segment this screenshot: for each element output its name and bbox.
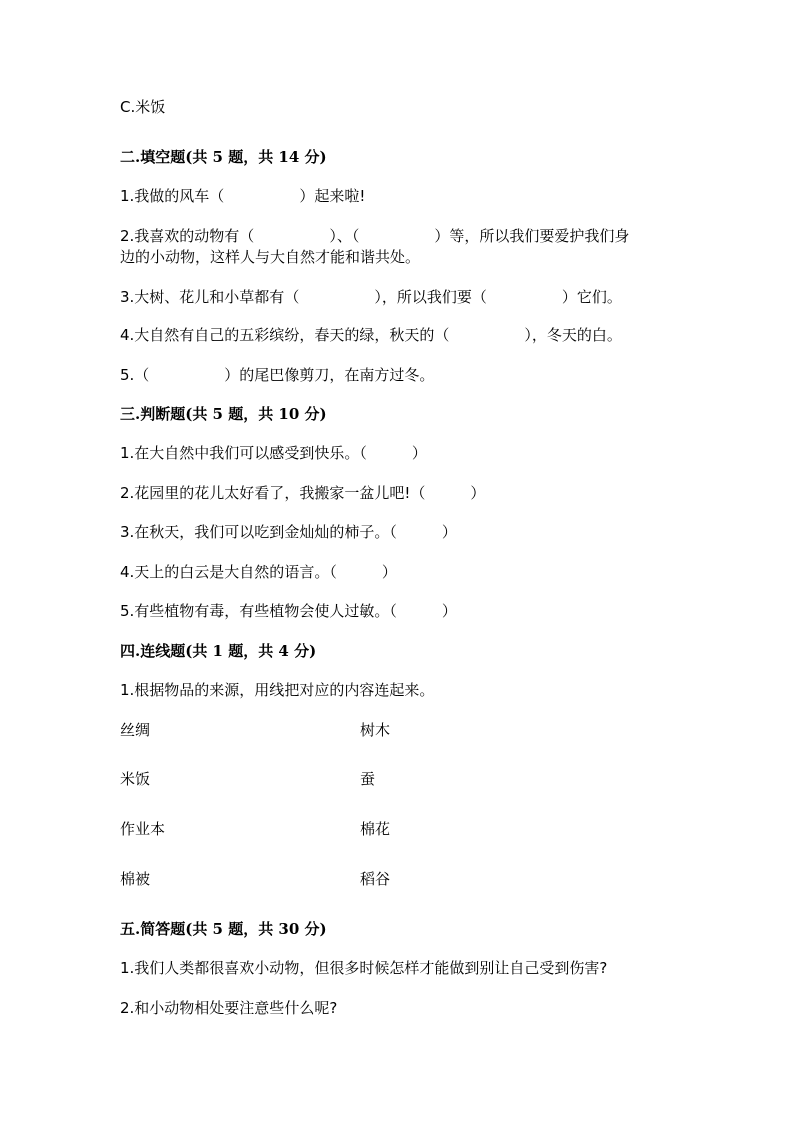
short-answer-question-2: 2.和小动物相处要注意些什么呢? [120,999,338,1017]
true-false-question-2: 2.花园里的花儿太好看了，我搬家一盆儿吧!（ ） [120,484,486,502]
matching-left-item: 作业本 [120,820,166,838]
section-heading-matching: 四.连线题(共 1 题，共 4 分) [120,642,317,660]
matching-question-1: 1.根据物品的来源，用线把对应的内容连起来。 [120,681,435,699]
matching-right-item: 稻谷 [360,870,391,888]
fill-blank-question-2-line-1: 2.我喜欢的动物有（ ）、（ ）等，所以我们要爱护我们身 [120,227,630,245]
fill-blank-question-4: 4.大自然有自己的五彩缤纷，春天的绿，秋天的（ ），冬天的白。 [120,326,622,344]
section-heading-short-answer: 五.简答题(共 5 题，共 30 分) [120,920,327,938]
fill-blank-question-3: 3.大树、花儿和小草都有（ ），所以我们要（ ）它们。 [120,288,622,306]
fill-blank-question-5: 5.（ ）的尾巴像剪刀，在南方过冬。 [120,366,435,384]
true-false-question-3: 3.在秋天，我们可以吃到金灿灿的柿子。（ ） [120,523,457,541]
true-false-question-4: 4.天上的白云是大自然的语言。（ ） [120,563,397,581]
fill-blank-question-1: 1.我做的风车（ ）起来啦! [120,187,366,205]
option-c: C.米饭 [120,98,166,116]
matching-left-item: 米饭 [120,770,151,788]
section-heading-true-false: 三.判断题(共 5 题，共 10 分) [120,405,327,423]
matching-right-item: 树木 [360,721,391,739]
matching-right-item: 蚕 [360,770,376,788]
fill-blank-question-2-line-2: 边的小动物，这样人与大自然才能和谐共处。 [120,248,421,266]
matching-left-item: 丝绸 [120,721,151,739]
section-heading-fill-blank: 二.填空题(共 5 题，共 14 分) [120,148,327,166]
true-false-question-1: 1.在大自然中我们可以感受到快乐。（ ） [120,444,427,462]
matching-right-item: 棉花 [360,820,391,838]
short-answer-question-1: 1.我们人类都很喜欢小动物，但很多时候怎样才能做到别让自己受到伤害? [120,959,608,977]
matching-left-item: 棉被 [120,870,151,888]
true-false-question-5: 5.有些植物有毒，有些植物会使人过敏。（ ） [120,602,457,620]
